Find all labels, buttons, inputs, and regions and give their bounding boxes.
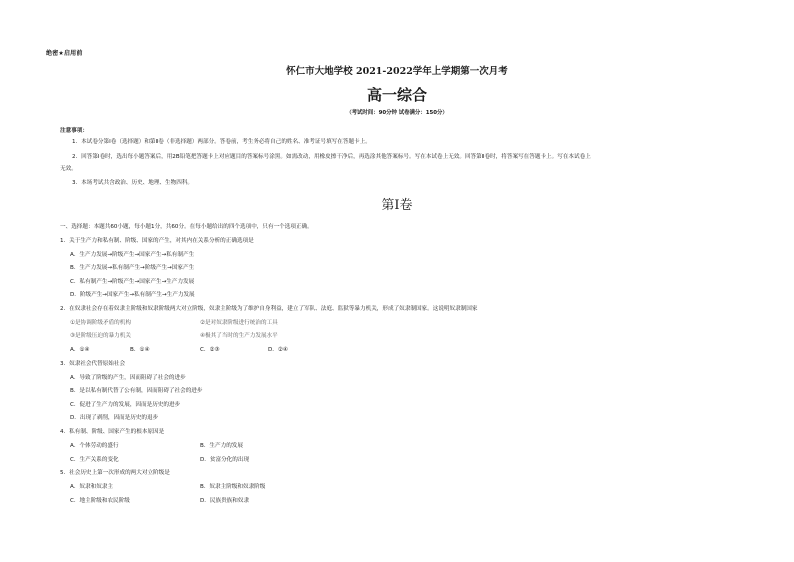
answer-option: C．②③	[200, 347, 220, 353]
question-stem: 5．社会历史上第一次形成的两大对立阶级是	[60, 470, 170, 476]
question-option: A．个体劳动的盛行	[70, 443, 119, 449]
secret-label: 绝密★启用前	[46, 50, 83, 57]
question-option: D．阶级产生→国家产生→私有制产生→生产力发展	[70, 292, 195, 298]
exam-meta: （考试时间：90分钟 试卷满分：150分）	[346, 110, 448, 116]
question-option: B．生产力的发展	[200, 443, 243, 449]
question-option: A．导致了阶级的产生，因而阻碍了社会的进步	[70, 375, 186, 381]
answer-option: A．①④	[70, 347, 90, 353]
question-stem: 1．关于生产力和私有制、阶级、国家的产生，对其内在关系分析的正确选项是	[60, 238, 254, 244]
question-stem: 2．在奴隶社会存在着奴隶主阶级和奴隶阶级两大对立阶级，奴隶主阶级为了维护自身利益，建立了军队、法庭、监狱等暴力机关，形成了奴隶制国家。这说明奴隶制国家	[60, 306, 478, 312]
question-option: B．奴隶主阶级和奴隶阶级	[200, 484, 266, 490]
question-option: D．出现了剥削，因而是历史的退步	[70, 415, 159, 421]
question-option: C．生产关系的变化	[70, 457, 119, 463]
question-option: C．促进了生产力的发展，因而是历史的进步	[70, 402, 181, 408]
statement-option: ①是协调阶级矛盾的机构	[70, 320, 131, 326]
question-stem: 3．奴隶社会代替原始社会	[60, 361, 126, 367]
question-option: D．民族贵族和奴隶	[200, 498, 250, 504]
notice-item: 3．本场考试共含政治、历史、地理、生物四科。	[72, 180, 194, 186]
section-intro: 一、选择题：本题共60小题，每小题1分，共60分。在每小题给出的四个选项中，只有一个选项正确。	[60, 224, 313, 230]
section-title: 第Ⅰ卷	[381, 198, 413, 213]
question-option: A．奴隶和奴隶主	[70, 484, 113, 490]
exam-title: 怀仁市大地学校 2021-2022学年上学期第一次月考	[286, 66, 508, 77]
question-stem: 4．私有制、阶级、国家产生的根本原因是	[60, 429, 165, 435]
statement-option: ④极其了当时的生产力发展水平	[200, 333, 278, 339]
subject-title: 高一综合	[366, 86, 427, 104]
notice-item: 1．本试卷分第Ⅰ卷（选择题）和第Ⅱ卷（非选择题）两部分。答卷前，考生务必将自己的姓名、准考证号填写在答题卡上。	[72, 139, 371, 145]
notice-item: 2．回答第Ⅰ卷时，选出每小题答案后，用2B铅笔把答题卡上对应题目的答案标号涂黑。如需改动，用橡皮擦干净后，再选涂其他答案标号。写在本试卷上无效。回答第Ⅱ卷时，将答案写在答题卡上。写在本试卷上	[72, 154, 591, 160]
answer-option: D．②④	[268, 347, 288, 353]
statement-option: ②是对奴隶阶级进行统治的工具	[200, 320, 278, 326]
question-option: B．是以私有制代替了公有制，因而阻碍了社会的进步	[70, 388, 203, 394]
notice-item: 无效。	[60, 166, 77, 172]
question-option: A．生产力发展→阶级产生→国家产生→私有制产生	[70, 252, 195, 258]
statement-option: ③是阶级压迫的暴力机关	[70, 333, 131, 339]
question-option: C．地主阶级和农民阶级	[70, 498, 130, 504]
notice-title: 注意事项：	[60, 128, 88, 134]
question-option: B．生产力发展→私有制产生→阶级产生→国家产生	[70, 265, 195, 271]
question-option: D．贫富分化的出现	[200, 457, 250, 463]
question-option: C．私有制产生→阶级产生→国家产生→生产力发展	[70, 279, 195, 285]
answer-option: B．①④	[130, 347, 150, 353]
